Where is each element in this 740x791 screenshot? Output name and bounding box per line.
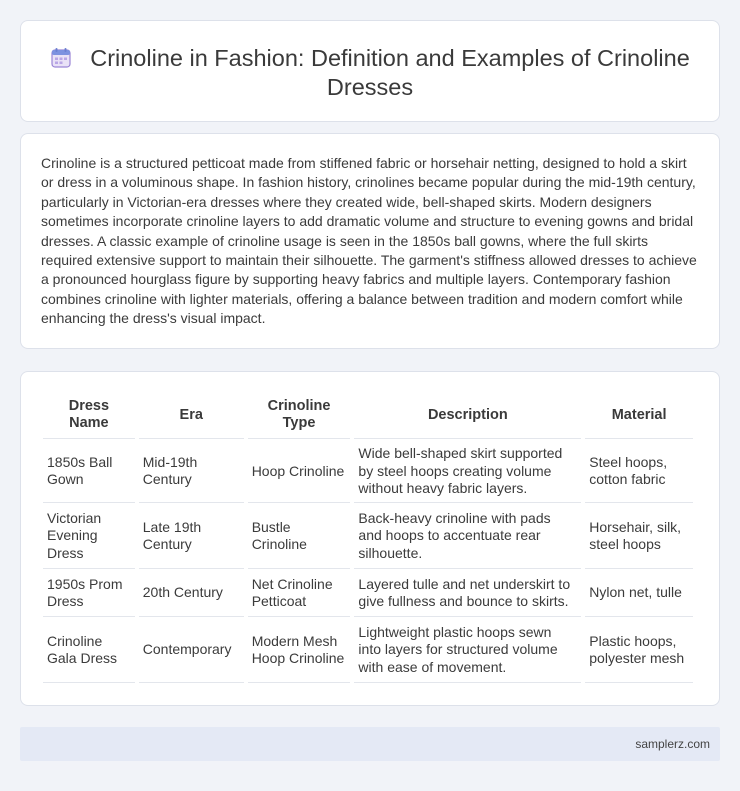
table-cell: Nylon net, tulle: [585, 571, 693, 617]
table-cell: Back-heavy crinoline with pads and hoops to accentuate rear silhouette.: [354, 505, 581, 569]
table-cell: Bustle Crinoline: [248, 505, 351, 569]
table-cell: Hoop Crinoline: [248, 441, 351, 503]
table-cell: Plastic hoops, polyester mesh: [585, 619, 693, 683]
header-card: [20, 20, 720, 122]
table-cell: Steel hoops, cotton fabric: [585, 441, 693, 503]
column-header: Material: [585, 392, 693, 439]
page-title-text: Crinoline in Fashion: Definition and Examples of Crinoline Dresses: [90, 45, 690, 100]
table-cell: 1850s Ball Gown: [43, 441, 135, 503]
column-header: Crinoline Type: [248, 392, 351, 439]
table-cell: 1950s Prom Dress: [43, 571, 135, 617]
table-cell: Lightweight plastic hoops sewn into layers for structured volume with ease of movement.: [354, 619, 581, 683]
table-cell: Mid-19th Century: [139, 441, 244, 503]
table-header-row: [43, 392, 693, 439]
footer: [20, 727, 720, 761]
column-header: Era: [139, 392, 244, 439]
crinoline-table: [39, 390, 697, 685]
intro-paragraph: Crinoline is a structured petticoat made from stiffened fabric or horsehair netting, designed to hold a skirt or dress in a voluminous shape. In fashion history, crinolines became popular during the mid-19th century, particularly in Victorian-era dresses where they created wide, bell-shaped skirts. Modern designers sometimes incorporate crinoline layers to add dramatic volume and structure to evening gowns and bridal dresses. A classic example of crinoline usage is seen in the 1850s ball gowns, where the full skirts required extensive support to maintain their silhouette. The garment's stiffness allowed dresses to achieve a pronounced hourglass figure by supporting heavy fabrics and multiple layers. Contemporary fashion combines crinoline with lighter materials, offering a balance between tradition and modern comfort while enhancing the dress's visual impact.: [41, 155, 697, 327]
intro-card: [20, 133, 720, 349]
table-cell: Layered tulle and net underskirt to give fullness and bounce to skirts.: [354, 571, 581, 617]
footer-brand[interactable]: samplerz.com: [635, 737, 710, 751]
table-cell: Horsehair, silk, steel hoops: [585, 505, 693, 569]
table-cell: Victorian Evening Dress: [43, 505, 135, 569]
table-cell: Late 19th Century: [139, 505, 244, 569]
calendar-icon: [50, 47, 72, 69]
column-header: Dress Name: [43, 392, 135, 439]
table-cell: Modern Mesh Hoop Crinoline: [248, 619, 351, 683]
table-row: [43, 571, 693, 617]
table-cell: Contemporary: [139, 619, 244, 683]
page-title: [41, 44, 699, 102]
table-row: [43, 505, 693, 569]
table-card: [20, 371, 720, 706]
table-cell: Wide bell-shaped skirt supported by steel hoops creating volume without heavy fabric layers.: [354, 441, 581, 503]
table-cell: Crinoline Gala Dress: [43, 619, 135, 683]
table-cell: Net Crinoline Petticoat: [248, 571, 351, 617]
table-row: [43, 619, 693, 683]
table-cell: 20th Century: [139, 571, 244, 617]
table-row: [43, 441, 693, 503]
column-header: Description: [354, 392, 581, 439]
